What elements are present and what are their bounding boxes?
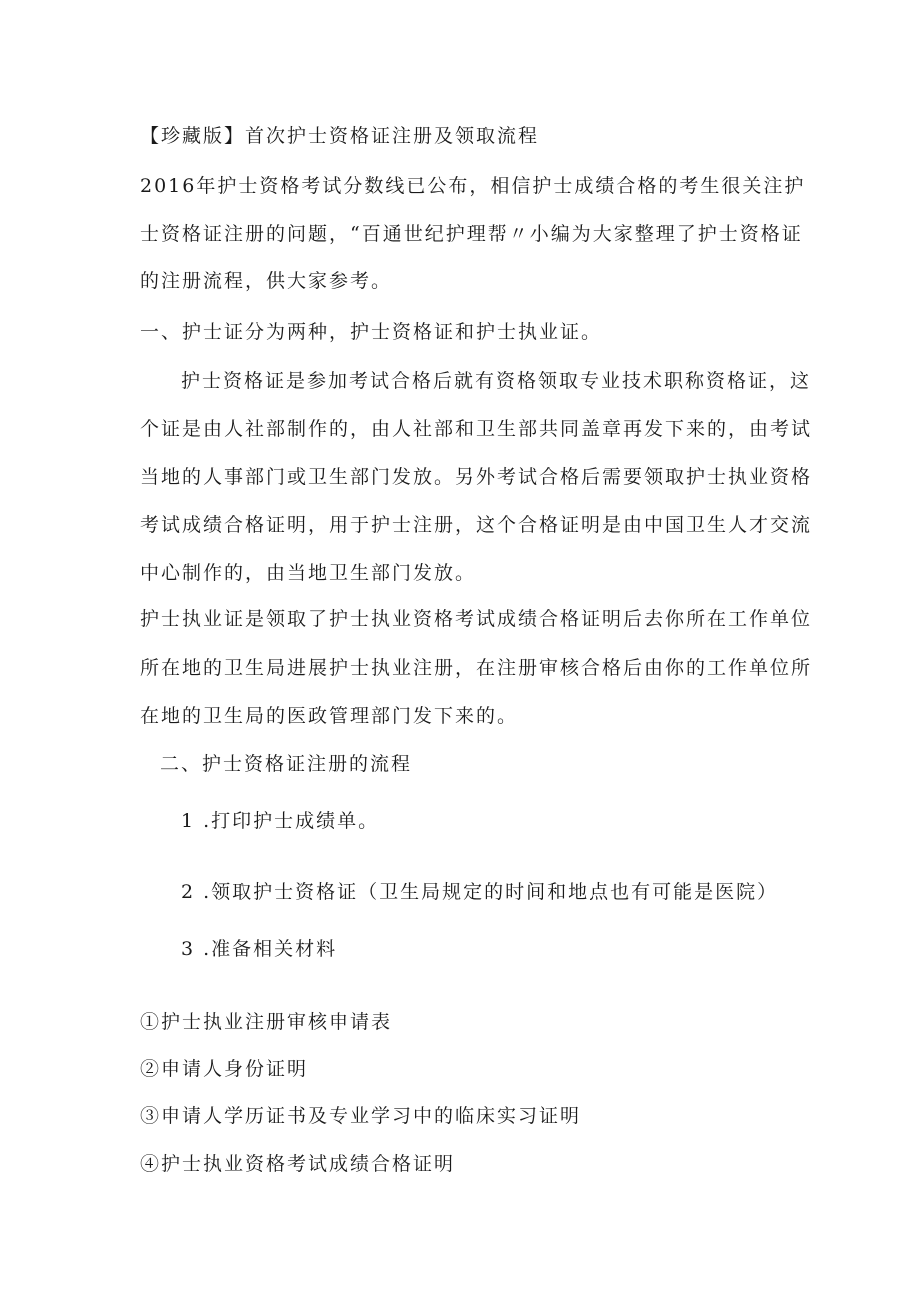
intro-line-3: 的注册流程，供大家参考。 — [140, 270, 393, 292]
step-2: 2 .领取护士资格证（卫生局规定的时间和地点也有可能是医院） — [181, 881, 779, 903]
material-item-4: ④护士执业资格考试成绩合格证明 — [140, 1153, 456, 1175]
section1-para1-line-1: 护士资格证是参加考试合格后就有资格领取专业技术职称资格证，这 — [181, 370, 812, 392]
section1-para2-line-3: 在地的卫生局的医政管理部门发下来的。 — [140, 705, 519, 727]
material-item-1: ①护士执业注册审核申请表 — [140, 1011, 393, 1033]
section1-para1-line-3: 当地的人事部门或卫生部门发放。另外考试合格后需要领取护士执业资格 — [140, 466, 813, 488]
material-item-3: ③申请人学历证书及专业学习中的临床实习证明 — [140, 1105, 582, 1127]
intro-line-1: 2016年护士资格考试分数线已公布，相信护士成绩合格的考生很关注护 — [140, 175, 806, 197]
intro-line-2: 士资格证注册的问题，“百通世纪护理帮〃小编为大家整理了护士资格证 — [140, 223, 803, 245]
section1-para2-line-2: 所在地的卫生局进展护士执业注册，在注册审核合格后由你的工作单位所 — [140, 657, 813, 679]
material-item-2: ②申请人身份证明 — [140, 1058, 309, 1080]
section2-heading: 二、护士资格证注册的流程 — [160, 753, 413, 775]
section1-para2-line-1: 护士执业证是领取了护士执业资格考试成绩合格证明后去你所在工作单位 — [140, 608, 813, 630]
step-3: 3 .准备相关材料 — [181, 938, 338, 960]
section1-para1-line-5: 中心制作的，由当地卫生部门发放。 — [140, 562, 477, 584]
section1-heading: 一、护士证分为两种，护士资格证和护士执业证。 — [140, 321, 603, 343]
section1-para1-line-4: 考试成绩合格证明，用于护士注册，这个合格证明是由中国卫生人才交流 — [140, 514, 813, 536]
section1-para1-line-2: 个证是由人社部制作的，由人社部和卫生部共同盖章再发下来的，由考试 — [140, 418, 813, 440]
step-1: 1 .打印护士成绩单。 — [181, 810, 380, 832]
document-title: 【珍藏版】首次护士资格证注册及领取流程 — [140, 125, 540, 147]
